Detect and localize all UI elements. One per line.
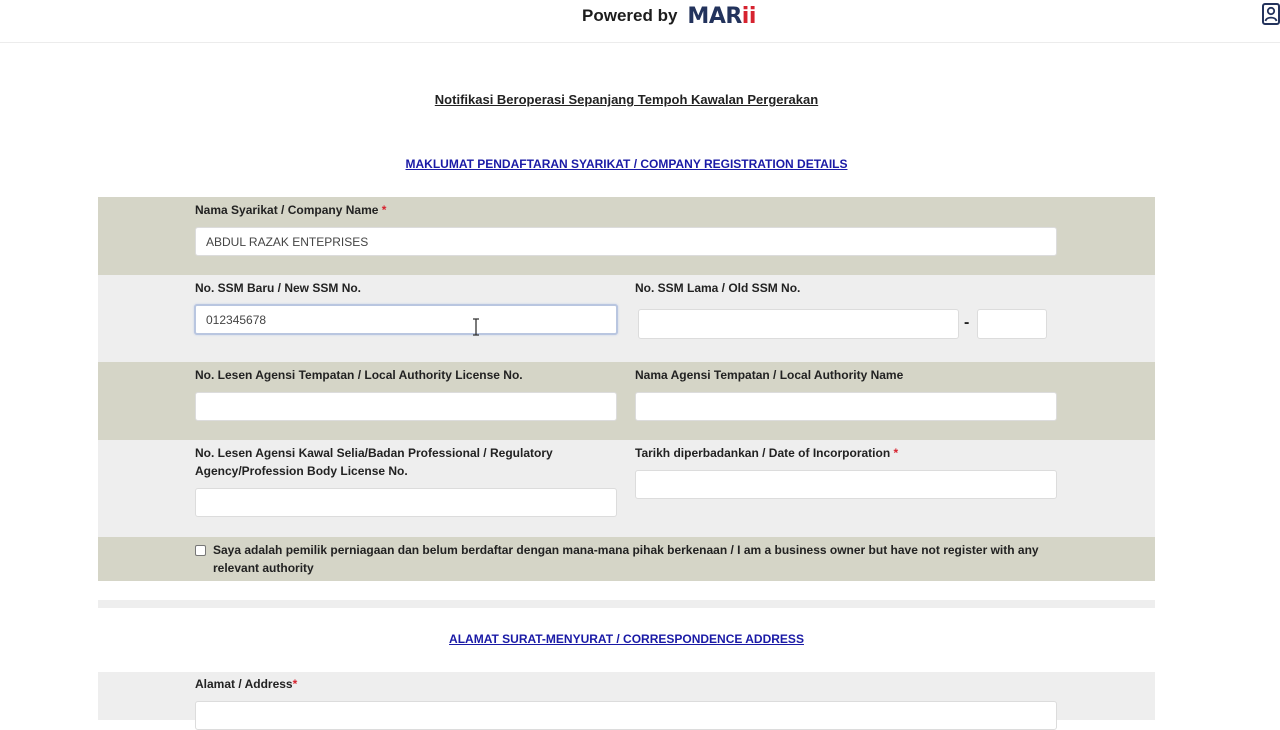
- logo-main-text: MAR: [687, 3, 742, 29]
- business-owner-label-line2: relevant authority: [213, 561, 314, 575]
- local-license-label: No. Lesen Agensi Tempatan / Local Authority License No.: [195, 368, 523, 382]
- local-license-input[interactable]: [195, 392, 617, 421]
- company-registration-section-title[interactable]: MAKLUMAT PENDAFTARAN SYARIKAT / COMPANY REGISTRATION DETAILS: [405, 157, 848, 171]
- user-icon[interactable]: [1262, 3, 1280, 25]
- required-mark: *: [893, 446, 899, 460]
- page-title: Notifikasi Beroperasi Sepanjang Tempoh Kawalan Pergerakan: [434, 92, 819, 107]
- required-mark: *: [292, 677, 298, 691]
- business-owner-label-line1: Saya adalah pemilik perniagaan dan belum berdaftar dengan mana-mana pihak berkenaan / I am a business owner but have not register with any: [213, 543, 1039, 557]
- correspondence-address-section-title[interactable]: ALAMAT SURAT-MENYURAT / CORRESPONDENCE ADDRESS: [449, 632, 804, 646]
- regulatory-license-input[interactable]: [195, 488, 617, 517]
- address-input[interactable]: [195, 701, 1057, 730]
- business-owner-checkbox[interactable]: [195, 545, 206, 556]
- old-ssm-label: No. SSM Lama / Old SSM No.: [635, 281, 801, 295]
- new-ssm-label: No. SSM Baru / New SSM No.: [195, 281, 362, 295]
- address-label-text: Alamat / Address: [195, 677, 293, 691]
- company-name-input[interactable]: [195, 227, 1057, 256]
- powered-by: [582, 4, 756, 28]
- company-name-label-text: Nama Syarikat / Company Name: [195, 203, 379, 217]
- old-ssm-suffix-input[interactable]: [977, 309, 1047, 339]
- local-authority-name-label: Nama Agensi Tempatan / Local Authority Name: [635, 368, 904, 382]
- regulatory-license-label-line2: Agency/Profession Body License No.: [195, 464, 408, 478]
- required-mark: *: [381, 203, 387, 217]
- regulatory-license-label: [195, 444, 595, 480]
- incorporation-date-label-text: Tarikh diperbadankan / Date of Incorporation: [635, 446, 891, 460]
- business-owner-label: [213, 541, 1073, 577]
- regulatory-license-label-line1: No. Lesen Agensi Kawal Selia/Badan Professional / Regulatory: [195, 446, 553, 460]
- old-ssm-separator: -: [964, 314, 970, 331]
- local-authority-name-input[interactable]: [635, 392, 1057, 421]
- new-ssm-input[interactable]: [194, 304, 618, 335]
- logo-accent-text: ii: [741, 3, 756, 29]
- incorporation-date-label: [635, 444, 898, 462]
- company-name-label: [195, 201, 386, 219]
- powered-by-text: Powered by: [582, 6, 678, 25]
- top-bar: [0, 0, 1280, 43]
- marii-logo: [687, 4, 755, 29]
- address-label: [195, 675, 297, 693]
- old-ssm-input[interactable]: [638, 309, 959, 339]
- text-cursor-icon: [472, 318, 480, 336]
- incorporation-date-input[interactable]: [635, 470, 1057, 499]
- section-divider: [98, 600, 1155, 608]
